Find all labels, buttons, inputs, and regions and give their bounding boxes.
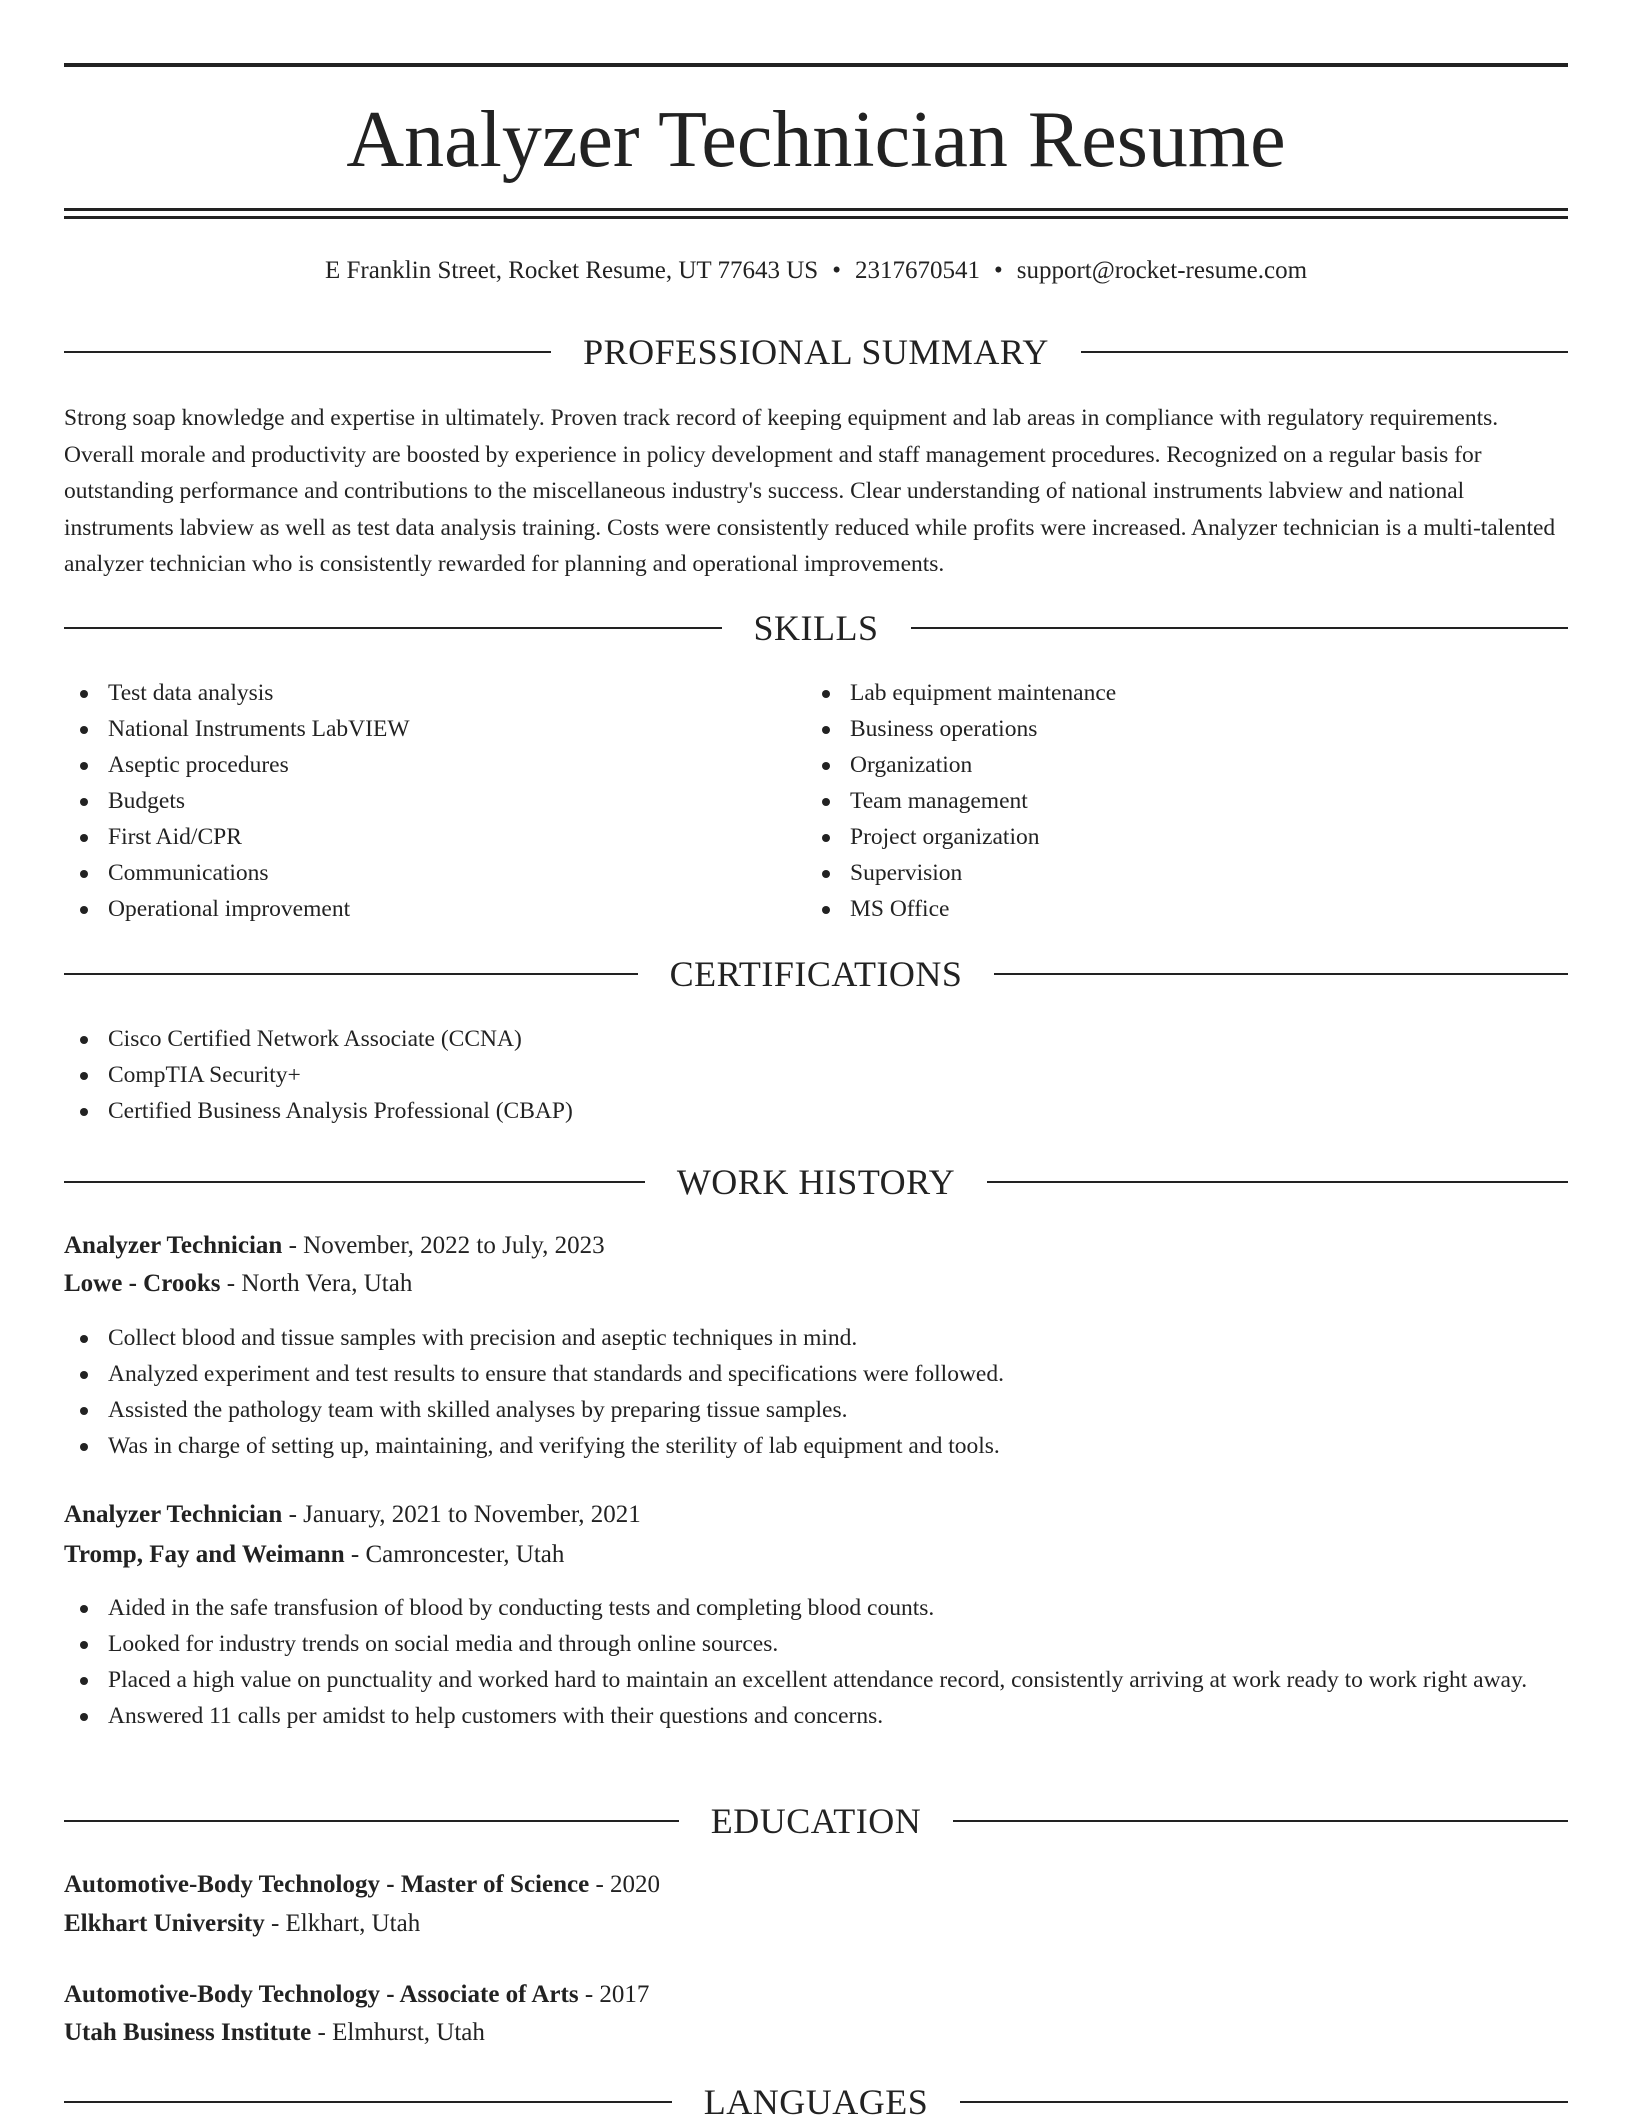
- heading-rule: [64, 627, 722, 629]
- education-year: 2020: [610, 1871, 661, 1898]
- job-duty-item: Analyzed experiment and test results to ensure that standards and specifications were followed.: [64, 1356, 1568, 1392]
- header-bottom-rule-secondary: [64, 216, 1568, 219]
- job-location: Camroncester, Utah: [365, 1541, 565, 1568]
- job-location: North Vera, Utah: [241, 1270, 413, 1297]
- job-company: Lowe - Crooks: [64, 1270, 221, 1297]
- section-heading-languages: [64, 2080, 1568, 2124]
- skill-item: Business operations: [806, 711, 1546, 747]
- certification-item: Certified Business Analysis Professional (CBAP): [64, 1093, 1568, 1129]
- dash: -: [220, 1270, 242, 1297]
- section-heading-work: [64, 1160, 1568, 1204]
- header-bottom-rule: [64, 208, 1568, 211]
- heading-rule: [960, 2101, 1568, 2103]
- skills-list-right: [806, 675, 1546, 927]
- skill-item: Aseptic procedures: [64, 747, 804, 783]
- job-duty-item: Assisted the pathology team with skilled analyses by preparing tissue samples.: [64, 1392, 1568, 1428]
- job-company: Tromp, Fay and Weimann: [64, 1541, 345, 1568]
- education-school-line: [64, 2013, 1568, 2052]
- heading-rule: [994, 973, 1568, 975]
- skill-item: Operational improvement: [64, 891, 804, 927]
- contact-phone: 2317670541: [854, 257, 980, 284]
- job-title: Analyzer Technician: [64, 1232, 283, 1259]
- section-heading-label: PROFESSIONAL SUMMARY: [583, 332, 1049, 372]
- section-heading-label: SKILLS: [753, 608, 879, 648]
- dash: -: [578, 1981, 600, 2008]
- heading-rule: [953, 1820, 1568, 1822]
- job-duty-item: Collect blood and tissue samples with precision and aseptic techniques in mind.: [64, 1320, 1568, 1356]
- skill-item: National Instruments LabVIEW: [64, 711, 804, 747]
- dash: -: [282, 1232, 304, 1259]
- job-dates: January, 2021 to November, 2021: [303, 1501, 641, 1528]
- job-title-line: [64, 1226, 1568, 1265]
- skill-item: First Aid/CPR: [64, 819, 804, 855]
- job-title-line: [64, 1495, 1568, 1534]
- section-heading-skills: [64, 606, 1568, 650]
- section-heading-summary: [64, 330, 1568, 374]
- contact-separator: •: [993, 257, 1003, 284]
- section-heading-label: EDUCATION: [710, 1801, 922, 1841]
- dash: -: [264, 1910, 286, 1937]
- job-duties-list: [64, 1320, 1568, 1464]
- job-duty-item: Aided in the safe transfusion of blood by conducting tests and completing blood counts.: [64, 1590, 1568, 1626]
- education-school: Elkhart University: [64, 1910, 265, 1937]
- skill-item: Communications: [64, 855, 804, 891]
- heading-rule: [64, 973, 638, 975]
- education-year: 2017: [599, 1981, 650, 2008]
- skill-item: Test data analysis: [64, 675, 804, 711]
- skill-item: Supervision: [806, 855, 1546, 891]
- skill-item: Organization: [806, 747, 1546, 783]
- dash: -: [344, 1541, 366, 1568]
- job-duty-item: Answered 11 calls per amidst to help customers with their questions and concerns.: [64, 1698, 1568, 1734]
- job-duty-item: Looked for industry trends on social media and through online sources.: [64, 1626, 1568, 1662]
- education-degree: Automotive-Body Technology - Associate of Arts: [64, 1981, 579, 2008]
- dash: -: [282, 1501, 304, 1528]
- dash: -: [311, 2019, 333, 2046]
- heading-rule: [64, 2101, 672, 2103]
- certification-item: Cisco Certified Network Associate (CCNA): [64, 1021, 1568, 1057]
- skills-list-left: [64, 675, 804, 927]
- certification-item: CompTIA Security+: [64, 1057, 1568, 1093]
- education-location: Elmhurst, Utah: [332, 2019, 485, 2046]
- heading-rule: [1081, 351, 1568, 353]
- job-company-line: [64, 1535, 1568, 1574]
- job-company-line: [64, 1264, 1568, 1303]
- contact-address: E Franklin Street, Rocket Resume, UT 77643 US: [324, 257, 819, 284]
- section-heading-label: CERTIFICATIONS: [669, 954, 963, 994]
- education-degree: Automotive-Body Technology - Master of Science: [64, 1871, 590, 1898]
- job-dates: November, 2022 to July, 2023: [303, 1232, 605, 1259]
- contact-email: support@rocket-resume.com: [1016, 257, 1308, 284]
- heading-rule: [987, 1181, 1568, 1183]
- section-heading-label: WORK HISTORY: [676, 1162, 956, 1202]
- education-degree-line: [64, 1975, 1568, 2014]
- section-heading-label: LANGUAGES: [703, 2082, 929, 2122]
- skill-item: Team management: [806, 783, 1546, 819]
- skill-item: Project organization: [806, 819, 1546, 855]
- header-top-rule: [64, 63, 1568, 67]
- section-heading-education: [64, 1799, 1568, 1843]
- section-heading-certifications: [64, 952, 1568, 996]
- heading-rule: [64, 1820, 679, 1822]
- job-duties-list: [64, 1590, 1568, 1734]
- job-duty-item: Was in charge of setting up, maintaining, and verifying the sterility of lab equipment and tools.: [64, 1428, 1568, 1464]
- contact-line: [64, 253, 1568, 289]
- heading-rule: [64, 1181, 645, 1183]
- skill-item: Lab equipment maintenance: [806, 675, 1546, 711]
- heading-rule: [64, 351, 551, 353]
- education-school: Utah Business Institute: [64, 2019, 312, 2046]
- skill-item: MS Office: [806, 891, 1546, 927]
- heading-rule: [911, 627, 1569, 629]
- certifications-list: [64, 1021, 1568, 1129]
- dash: -: [589, 1871, 611, 1898]
- job-duty-item: Placed a high value on punctuality and worked hard to maintain an excellent attendance record, consistently arriving at work ready to work right away.: [64, 1662, 1568, 1698]
- resume-title: Analyzer Technician Resume: [346, 96, 1286, 184]
- education-school-line: [64, 1904, 1568, 1943]
- skill-item: Budgets: [64, 783, 804, 819]
- professional-summary: Strong soap knowledge and expertise in ultimately. Proven track record of keeping equipment and lab areas in compliance with regulatory requirements. Overall morale and productivity are boosted by experience in policy development and staff management procedures. Recognized on a regular basis for outstanding performance and contributions to the miscellaneous industry's success. Clear understanding of national instruments labview and national instruments labview as well as test data analysis training. Costs were consistently reduced while profits were increased. Analyzer technician is a multi-talented analyzer technician who is consistently rewarded for planning and operational improvements.: [64, 405, 1556, 577]
- contact-separator: •: [832, 257, 841, 284]
- education-degree-line: [64, 1865, 1568, 1904]
- education-location: Elkhart, Utah: [285, 1910, 421, 1937]
- job-title: Analyzer Technician: [64, 1501, 283, 1528]
